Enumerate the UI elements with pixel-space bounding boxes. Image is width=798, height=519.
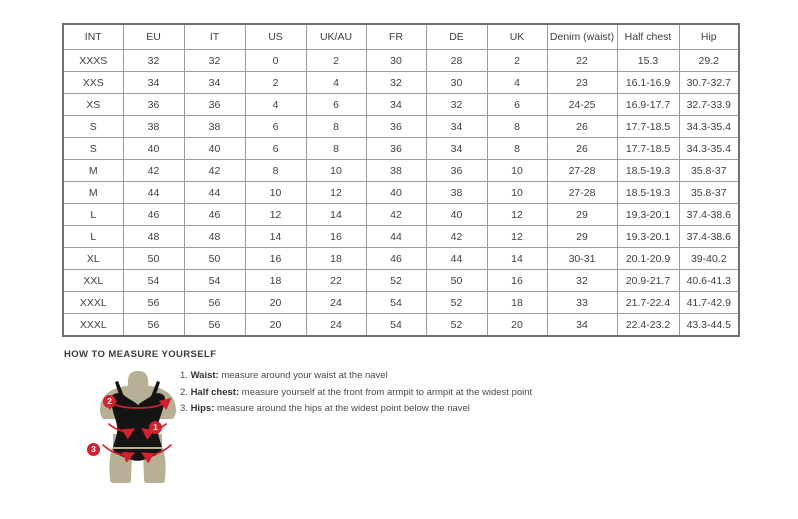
table-cell: XXL [63, 270, 123, 292]
table-cell: 20 [245, 314, 306, 337]
table-cell: 36 [366, 138, 426, 160]
table-cell: 16 [487, 270, 547, 292]
table-cell: 22 [547, 50, 617, 72]
table-cell: 14 [487, 248, 547, 270]
table-cell: 8 [487, 116, 547, 138]
table-cell: 6 [245, 138, 306, 160]
table-cell: 30 [366, 50, 426, 72]
measure-point-badge-waist: 1 [149, 421, 162, 434]
table-cell: 32 [184, 50, 245, 72]
table-cell: 48 [184, 226, 245, 248]
table-cell: S [63, 138, 123, 160]
header-cell: EU [123, 24, 184, 50]
table-cell: 40 [366, 182, 426, 204]
table-cell: 24 [306, 292, 366, 314]
table-row [63, 182, 739, 204]
header-cell: DE [426, 24, 487, 50]
header-cell: UK/AU [306, 24, 366, 50]
table-row [63, 50, 739, 72]
table-cell: 18 [487, 292, 547, 314]
step-text: measure around the hips at the widest point below the navel [214, 403, 470, 414]
table-cell: 10 [487, 182, 547, 204]
table-cell: 29 [547, 226, 617, 248]
table-row [63, 292, 739, 314]
table-cell: 27-28 [547, 160, 617, 182]
table-cell: 2 [306, 50, 366, 72]
table-cell: 16.1-16.9 [617, 72, 679, 94]
table-cell: 4 [487, 72, 547, 94]
header-cell: Half chest [617, 24, 679, 50]
table-cell: 34 [426, 138, 487, 160]
table-cell: 32 [366, 72, 426, 94]
step-label: Waist: [190, 370, 219, 381]
table-row [63, 160, 739, 182]
table-cell: 24 [306, 314, 366, 337]
table-cell: S [63, 116, 123, 138]
table-cell: 8 [487, 138, 547, 160]
table-row [63, 204, 739, 226]
table-cell: XXXL [63, 314, 123, 337]
table-cell: 37.4-38.6 [679, 204, 739, 226]
table-cell: 37.4-38.6 [679, 226, 739, 248]
table-cell: 22 [306, 270, 366, 292]
table-row [63, 72, 739, 94]
table-row [63, 116, 739, 138]
table-cell: 42 [366, 204, 426, 226]
measure-step [180, 387, 660, 398]
table-cell: 8 [306, 138, 366, 160]
header-cell: INT [63, 24, 123, 50]
header-cell: FR [366, 24, 426, 50]
table-cell: 34 [426, 116, 487, 138]
table-cell: 14 [306, 204, 366, 226]
table-cell: 18 [306, 248, 366, 270]
table-row [63, 314, 739, 337]
table-cell: 10 [306, 160, 366, 182]
table-row [63, 226, 739, 248]
table-cell: 54 [366, 292, 426, 314]
table-cell: 38 [123, 116, 184, 138]
table-cell: 29 [547, 204, 617, 226]
table-cell: 0 [245, 50, 306, 72]
measure-step [180, 403, 660, 414]
table-cell: 15.3 [617, 50, 679, 72]
table-cell: 19.3-20.1 [617, 204, 679, 226]
table-cell: 16 [306, 226, 366, 248]
table-cell: 34 [366, 94, 426, 116]
table-cell: 20 [487, 314, 547, 337]
step-label: Half chest: [190, 386, 240, 398]
table-cell: 2 [487, 50, 547, 72]
table-cell: 36 [366, 116, 426, 138]
header-cell: US [245, 24, 306, 50]
table-cell: 14 [245, 226, 306, 248]
table-cell: XXS [63, 72, 123, 94]
table-cell: 40 [426, 204, 487, 226]
table-cell: 34 [547, 314, 617, 337]
table-cell: 12 [306, 182, 366, 204]
table-cell: 54 [366, 314, 426, 337]
table-cell: XXXL [63, 292, 123, 314]
table-cell: 56 [184, 292, 245, 314]
table-cell: 50 [123, 248, 184, 270]
table-cell: 36 [123, 94, 184, 116]
table-cell: 32.7-33.9 [679, 94, 739, 116]
step-text: measure around your waist at the navel [218, 370, 388, 381]
mannequin-illustration [84, 370, 184, 484]
table-cell: 26 [547, 138, 617, 160]
table-cell: 41.7-42.9 [679, 292, 739, 314]
table-cell: M [63, 160, 123, 182]
table-cell: 30-31 [547, 248, 617, 270]
table-cell: 18.5-19.3 [617, 160, 679, 182]
header-cell: Denim (waist) [547, 24, 617, 50]
table-cell: 10 [245, 182, 306, 204]
step-number: 2. [180, 386, 191, 398]
table-cell: 46 [184, 204, 245, 226]
table-cell: 38 [366, 160, 426, 182]
table-cell: 30.7-32.7 [679, 72, 739, 94]
table-cell: 8 [245, 160, 306, 182]
header-cell: Hip [679, 24, 739, 50]
table-cell: 40.6-41.3 [679, 270, 739, 292]
step-number: 1. [180, 370, 191, 381]
table-cell: 26 [547, 116, 617, 138]
table-cell: 35.8-37 [679, 160, 739, 182]
table-cell: 17.7-18.5 [617, 116, 679, 138]
table-cell: 18 [245, 270, 306, 292]
table-row [63, 138, 739, 160]
table-cell: 16.9-17.7 [617, 94, 679, 116]
table-cell: 6 [245, 116, 306, 138]
table-cell: L [63, 204, 123, 226]
mannequin-graphic [84, 370, 184, 484]
table-cell: 8 [306, 116, 366, 138]
table-cell: 48 [123, 226, 184, 248]
table-cell: 12 [487, 226, 547, 248]
table-cell: XS [63, 94, 123, 116]
table-cell: 34.3-35.4 [679, 116, 739, 138]
table-cell: 52 [366, 270, 426, 292]
table-cell: 10 [487, 160, 547, 182]
table-cell: 42 [184, 160, 245, 182]
table-cell: 46 [123, 204, 184, 226]
table-cell: 12 [487, 204, 547, 226]
how-to-measure-title: HOW TO MEASURE YOURSELF [64, 349, 217, 360]
table-cell: 16 [245, 248, 306, 270]
table-cell: 22.4-23.2 [617, 314, 679, 337]
table-cell: 35.8-37 [679, 182, 739, 204]
table-cell: 30 [426, 72, 487, 94]
header-cell: UK [487, 24, 547, 50]
table-cell: 32 [547, 270, 617, 292]
table-row [63, 248, 739, 270]
table-cell: 32 [123, 50, 184, 72]
table-cell: 46 [366, 248, 426, 270]
table-cell: 44 [184, 182, 245, 204]
table-cell: 6 [306, 94, 366, 116]
table-cell: 52 [426, 292, 487, 314]
table-cell: 29.2 [679, 50, 739, 72]
table-cell: 34 [184, 72, 245, 94]
table-cell: 34.3-35.4 [679, 138, 739, 160]
table-cell: 43.3-44.5 [679, 314, 739, 337]
table-cell: 36 [184, 94, 245, 116]
table-cell: XXXS [63, 50, 123, 72]
measure-point-badge-halfchest: 2 [103, 395, 116, 408]
table-cell: 28 [426, 50, 487, 72]
table-cell: 54 [184, 270, 245, 292]
table-header-row [63, 24, 739, 50]
table-cell: 40 [123, 138, 184, 160]
table-cell: 19.3-20.1 [617, 226, 679, 248]
table-cell: 33 [547, 292, 617, 314]
step-label: Hips: [190, 403, 215, 414]
table-cell: 50 [184, 248, 245, 270]
table-cell: 44 [426, 248, 487, 270]
table-body [63, 50, 739, 337]
table-cell: 39-40.2 [679, 248, 739, 270]
table-cell: 54 [123, 270, 184, 292]
table-cell: 44 [366, 226, 426, 248]
table-cell: 12 [245, 204, 306, 226]
table-cell: 2 [245, 72, 306, 94]
table-cell: 34 [123, 72, 184, 94]
table-cell: 20.9-21.7 [617, 270, 679, 292]
table-cell: 18.5-19.3 [617, 182, 679, 204]
table-cell: 42 [426, 226, 487, 248]
table-cell: 24-25 [547, 94, 617, 116]
table-cell: 38 [184, 116, 245, 138]
table-cell: 6 [487, 94, 547, 116]
table-cell: 38 [426, 182, 487, 204]
table-cell: 42 [123, 160, 184, 182]
table-cell: 56 [184, 314, 245, 337]
table-cell: 27-28 [547, 182, 617, 204]
measure-steps [180, 370, 660, 420]
table-cell: 17.7-18.5 [617, 138, 679, 160]
table-cell: 4 [306, 72, 366, 94]
table-cell: 52 [426, 314, 487, 337]
step-text: measure yourself at the front from armpit to armpit at the widest point [239, 386, 533, 398]
table-row [63, 270, 739, 292]
table-row [63, 94, 739, 116]
table-cell: 44 [123, 182, 184, 204]
step-number: 3. [180, 403, 191, 414]
table-cell: 40 [184, 138, 245, 160]
table-cell: XL [63, 248, 123, 270]
table-cell: 50 [426, 270, 487, 292]
table-cell: 21.7-22.4 [617, 292, 679, 314]
table-cell: 32 [426, 94, 487, 116]
header-cell: IT [184, 24, 245, 50]
table-cell: L [63, 226, 123, 248]
size-chart-table [62, 23, 740, 337]
table-cell: M [63, 182, 123, 204]
table-cell: 20.1-20.9 [617, 248, 679, 270]
measure-step [180, 370, 660, 381]
table-cell: 56 [123, 314, 184, 337]
table-cell: 36 [426, 160, 487, 182]
table-cell: 56 [123, 292, 184, 314]
table-cell: 23 [547, 72, 617, 94]
table-cell: 20 [245, 292, 306, 314]
measure-point-badge-hips: 3 [87, 443, 100, 456]
table-cell: 4 [245, 94, 306, 116]
